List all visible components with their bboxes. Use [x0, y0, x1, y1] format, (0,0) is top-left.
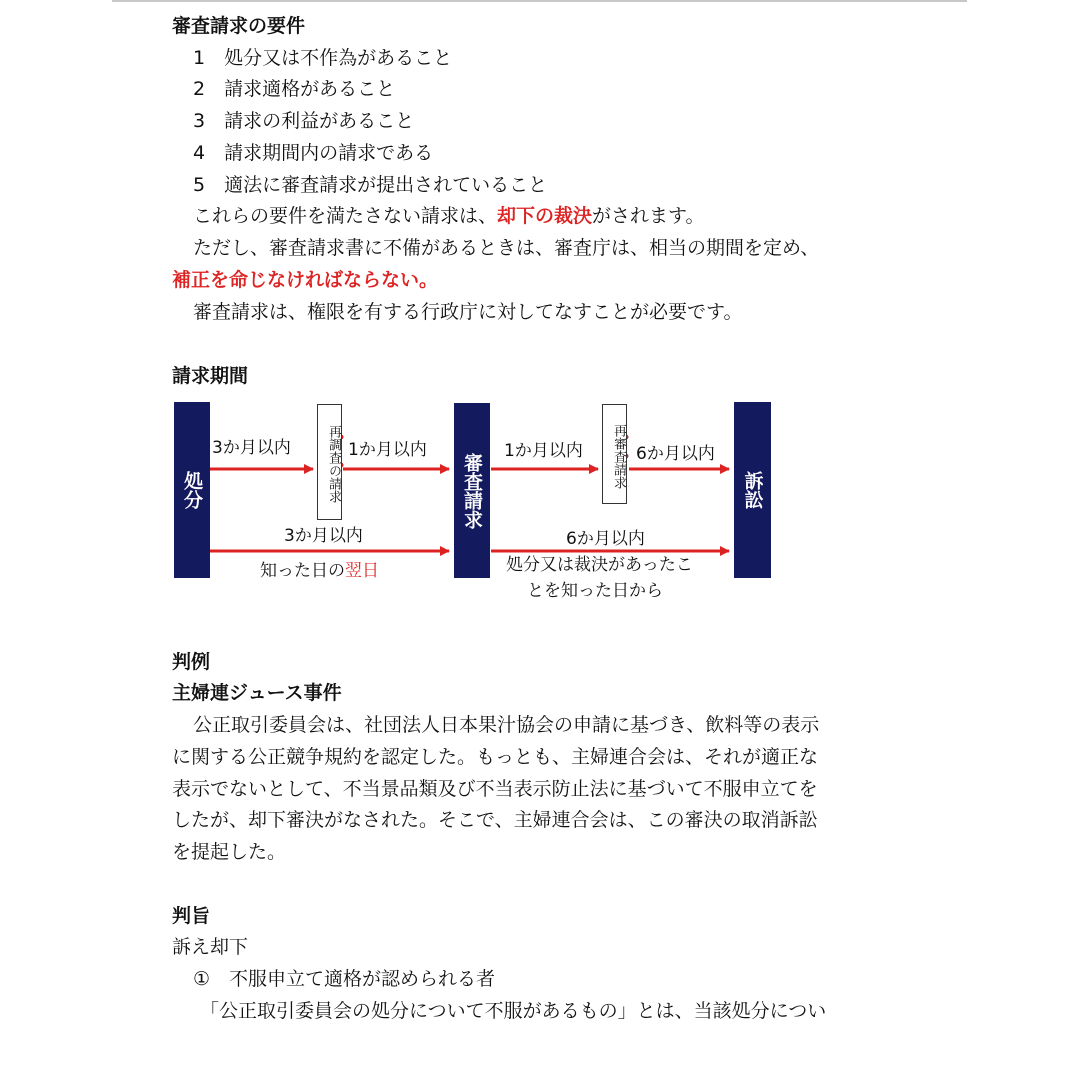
ruling-quote: 「公正取引委員会の処分について不服があるもの」とは、当該処分につい: [200, 1000, 827, 1022]
requirement-item-5: 5 適法に審査請求が提出されていること: [193, 174, 548, 196]
period-heading: 請求期間: [172, 365, 249, 387]
node-reexam: 再審査請求: [602, 404, 627, 504]
requirement-item-2: 2 請求適格があること: [193, 78, 396, 100]
label-a2: 1か月以内: [348, 440, 427, 460]
node-reinvestigation: 再調査の請求: [317, 404, 342, 520]
requirements-heading: 審査請求の要件: [172, 15, 306, 37]
requirements-paragraph-2-line-1: ただし、審査請求書に不備があるときは、審査庁は、相当の期間を定め、: [193, 237, 820, 259]
para1-highlight: 却下の裁決: [497, 205, 593, 227]
node-shinsa: 審査請求: [454, 403, 490, 578]
label-b2: 6か月以内: [566, 529, 645, 549]
requirements-paragraph-3: 審査請求は、権限を有する行政庁に対してなすことが必要です。: [193, 301, 743, 323]
case-line-4: したが、却下審決がなされた。そこで、主婦連合会は、この審決の取消訴訟: [172, 809, 818, 831]
requirements-paragraph-2-highlight: 補正を命じなければならない。: [172, 269, 439, 291]
label-b1-sub-text: 知った日の: [260, 561, 345, 581]
node-sosho: 訴訟: [734, 402, 771, 578]
label-b1: 3か月以内: [284, 526, 363, 546]
ruling-heading: 判旨: [172, 905, 211, 927]
label-b2-sub-2: とを知った日から: [527, 581, 663, 601]
label-b2-sub-1: 処分又は裁決があったこ: [506, 555, 693, 575]
node-shobun: 処分: [174, 402, 210, 578]
requirement-item-4: 4 請求期間内の請求である: [193, 142, 434, 164]
case-line-1: 公正取引委員会は、社団法人日本果汁協会の申請に基づき、飲料等の表示: [193, 714, 820, 736]
label-a3: 1か月以内: [504, 441, 583, 461]
requirement-item-3: 3 請求の利益があること: [193, 110, 415, 132]
ruling-result: 訴え却下: [172, 936, 249, 958]
para1-tail: がされます。: [592, 205, 705, 227]
label-a1: 3か月以内: [212, 438, 291, 458]
case-line-2: に関する公正競争規約を認定した。もっとも、主婦連合会は、それが適正な: [172, 746, 819, 768]
label-b1-sub: [260, 560, 379, 582]
case-line-5: を提起した。: [172, 841, 287, 863]
ruling-point-1: ① 不服申立て適格が認められる者: [193, 968, 496, 990]
case-line-3: 表示でないとして、不当景品類及び不当表示防止法に基づいて不服申立てを: [172, 778, 818, 800]
para1-text: これらの要件を満たさない請求は、: [193, 205, 498, 227]
label-b1-sub-highlight: 翌日: [345, 561, 379, 581]
label-a4: 6か月以内: [636, 444, 715, 464]
case-title: 主婦連ジュース事件: [172, 682, 342, 704]
requirement-item-1: 1 処分又は不作為があること: [193, 47, 453, 69]
case-heading: 判例: [172, 651, 211, 673]
